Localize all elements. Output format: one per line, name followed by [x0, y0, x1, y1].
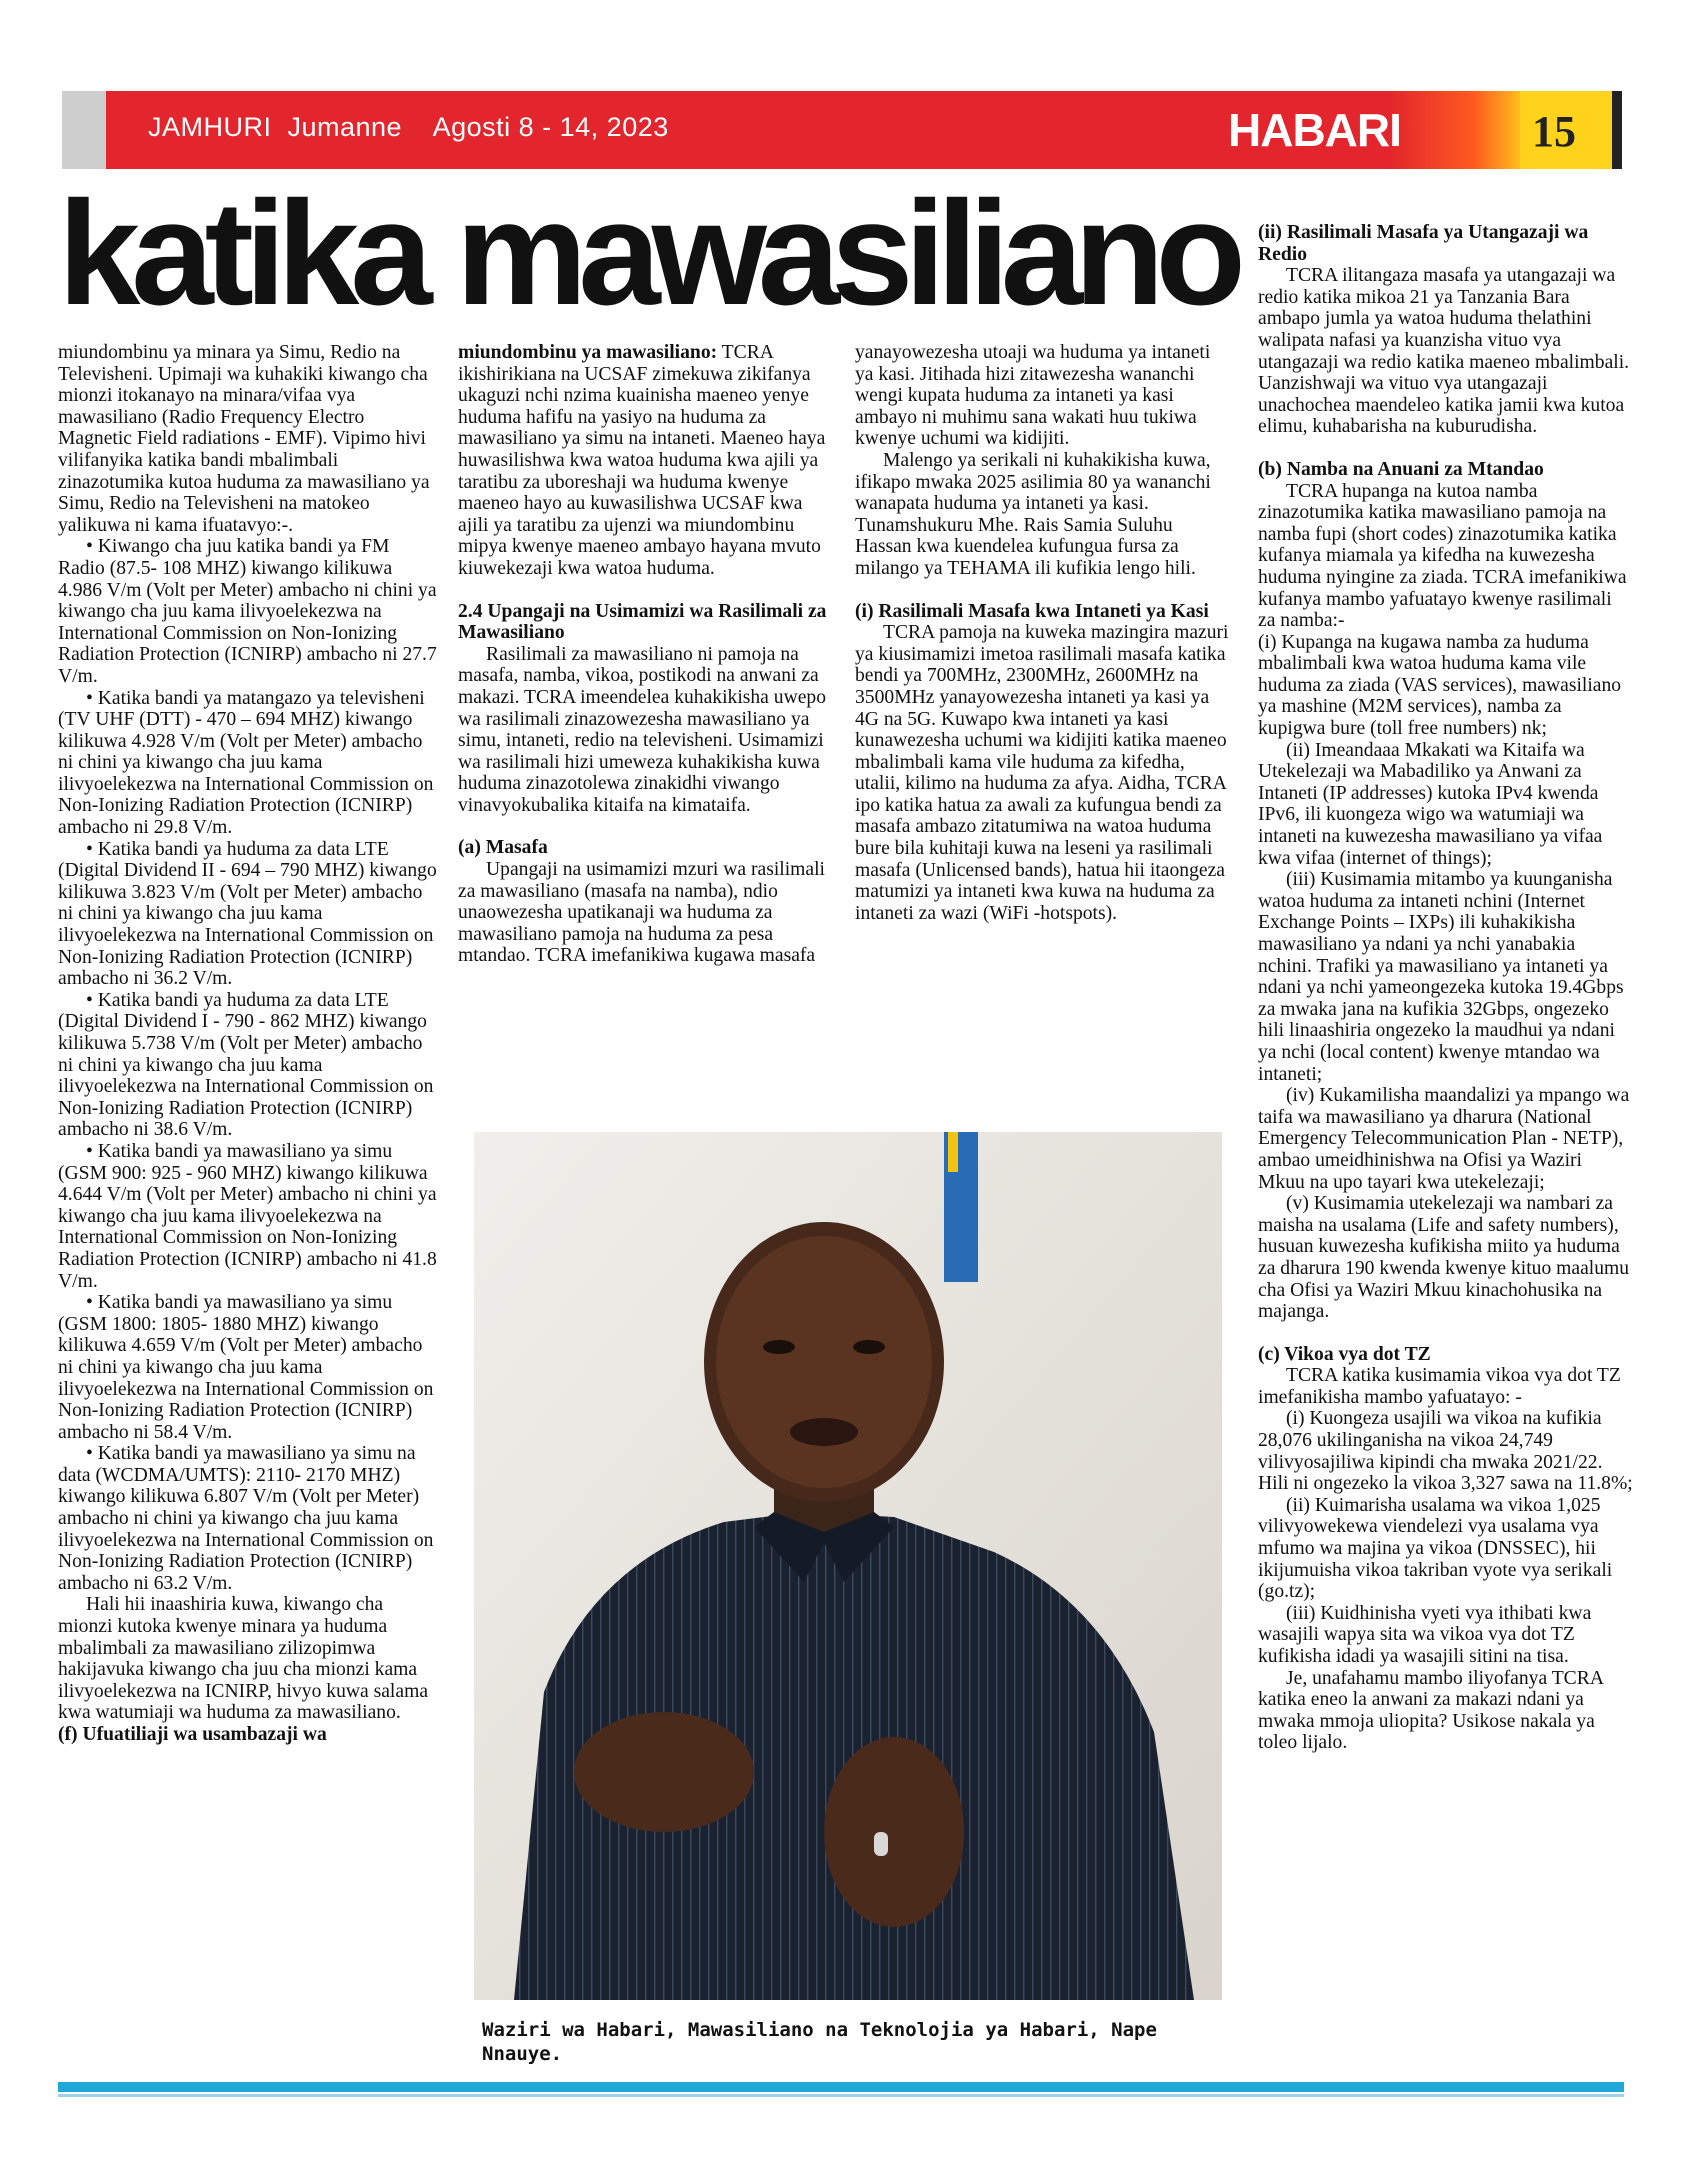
- list-item: (ii) Imeandaaa Mkakati wa Kitaifa wa Utekelezaji wa Mabadiliko ya Anwani za Intaneti (IP addresses) kutoka IPv4 kwenda IPv6, ili kuongeza wigo wa watumiaji wa intaneti na kuwezesha mawasiliano ya vifaa kwa vifaa (internet of things);: [1258, 739, 1603, 869]
- column-2: [458, 342, 828, 967]
- subheading-b: (b) Namba na Anuani za Mtandao: [1258, 458, 1544, 480]
- list-item: (ii) Kuimarisha usalama wa vikoa 1,025 vilivyowekewa viendelezi vya usalama vya mfumo wa majina ya vikoa (DNSSEC), hii ikijumuisha vikoa takriban vyote vya serikali (go.tz);: [1258, 1494, 1613, 1603]
- list-item: (i) Kupanga na kugawa namba za huduma mbalimbali kwa watoa huduma kama vile huduma za ziada (VAS services), mawasiliano ya mashine (M2M services), namba za kupigwa bure (toll free numbers) nk;: [1258, 631, 1622, 740]
- subheading-c: (c) Vikoa vya dot TZ: [1258, 1343, 1431, 1365]
- paragraph: TCRA hupanga na kutoa namba zinazotumika katika mawasiliano pamoja na namba fupi (short codes) zinazotumika katika kufanya miamala ya kifedha na kuwezesha huduma nyingine za ziada. TCRA imefanikiwa kufanya mambo yafuatayo kwenye rasilimali za namba:-: [1258, 480, 1627, 632]
- paragraph: [458, 342, 828, 580]
- bullet-item: • Katika bandi ya huduma za data LTE (Digital Dividend II - 694 – 790 MHZ) kiwango kilikuwa 3.823 V/m (Volt per Meter) ambacho ni chini ya kiwango cha juu kama ilivyoelekezwa na International Commission on Non-Ionizing Radiation Protection (ICNIRP) ambacho ni 36.2 V/m.: [58, 838, 437, 990]
- photo-minister: [474, 1132, 1222, 2000]
- subheading-ii: (ii) Rasilimali Masafa ya Utangazaji wa Redio: [1258, 222, 1589, 265]
- masthead-date: JAMHURI Jumanne Agosti 8 - 14, 2023: [148, 112, 669, 142]
- lead-text: TCRA ikishirikiana na UCSAF zimekuwa zikifanya ukaguzi nchi nzima kuainisha maeneo yenye huduma hafifu na yasiyo na huduma za mawasiliano ya simu na intaneti. Maeneo haya huwasilishwa kwa watoa huduma kwa ajili ya taratibu za uboreshaji wa huduma kwenye maeneo hayo au kuwasilishwa UCSAF kwa ajili ya taratibu za ujenzi wa miundombinu mipya kwenye maeneo ambayo hayana mvuto kiuwekezaji kwa watoa huduma.: [458, 342, 826, 579]
- paragraph: TCRA katika kusimamia vikoa vya dot TZ imefanikisha mambo yafuatayo: -: [1258, 1365, 1621, 1408]
- photo-caption: Waziri wa Habari, Mawasiliano na Teknolojia ya Habari, Nape Nnauye.: [482, 2019, 1157, 2065]
- section-label: HABARI: [1228, 104, 1401, 156]
- list-item: (v) Kusimamia utekelezaji wa nambari za maisha na usalama (Life and safety numbers), husuan kuwezesha kufikisha miito ya huduma za dharura 190 kwenda kwenye kituo maalumu cha Ofisi ya Waziri Mkuu kinachohusika na majanga.: [1258, 1193, 1630, 1323]
- bullet-item: • Katika bandi ya matangazo ya televisheni (TV UHF (DTT) - 470 – 694 MHZ) kiwango kilikuwa 4.928 V/m (Volt per Meter) ambacho ni chini ya kiwango cha juu kama ilivyoelekezwa na International Commission on Non-Ionizing Radiation Protection (ICNIRP) ambacho ni 29.8 V/m.: [58, 687, 434, 839]
- bullet-item: • Katika bandi ya mawasiliano ya simu na data (WCDMA/UMTS): 2110- 2170 MHZ) kiwango kilikuwa 6.807 V/m (Volt per Meter) ambacho ni chini ya kiwango cha juu kama ilivyoelekezwa na International Commission on Non-Ionizing Radiation Protection (ICNIRP) ambacho ni 63.2 V/m.: [58, 1443, 434, 1594]
- subheading-i: (i) Rasilimali Masafa kwa Intaneti ya Kasi: [855, 600, 1209, 622]
- bullet-item: • Katika bandi ya huduma za data LTE (Digital Dividend I - 790 - 862 MHZ) kiwango kilikuwa 5.738 V/m (Volt per Meter) ambacho ni chini ya kiwango cha juu kama ilivyoelekezwa na International Commission on Non-Ionizing Radiation Protection (ICNIRP) ambacho ni 38.6 V/m.: [58, 989, 434, 1141]
- subheading-f: (f) Ufuatiliaji wa usambazaji wa: [58, 1724, 327, 1745]
- subheading-a: (a) Masafa: [458, 837, 548, 859]
- list-item: (i) Kuongeza usajili wa vikoa na kufikia 28,076 ukilinganisha na vikoa 24,749 vilivyosajiliwa kipindi cha mwaka 2021/22. Hili ni ongezeko la vikoa 3,327 sawa na 11.8%;: [1258, 1408, 1633, 1495]
- bullet-item: • Katika bandi ya mawasiliano ya simu (GSM 1800: 1805- 1880 MHZ) kiwango kilikuwa 4.659 V/m (Volt per Meter) ambacho ni chini ya kiwango cha juu kama ilivyoelekezwa na International Commission on Non-Ionizing Radiation Protection (ICNIRP) ambacho ni 58.4 V/m.: [58, 1292, 434, 1443]
- bullet-item: • Kiwango cha juu katika bandi ya FM Radio (87.5- 108 MHZ) kiwango kilikuwa 4.986 V/m (Volt per Meter) ambacho ni chini ya kiwango cha juu kama ilivyoelekezwa na International Commission on Non-Ionizing Radiation Protection (ICNIRP) ambacho ni 27.7 V/m.: [58, 536, 437, 687]
- column-4: [1258, 222, 1633, 1754]
- paragraph: Rasilimali za mawasiliano ni pamoja na masafa, namba, vikoa, postikodi na anwani za makazi. TCRA imeendelea kuhakikisha uwepo wa rasilimali zinazowezesha mawasiliano ya simu, intaneti, redio na televisheni. Usimamizi wa rasilimali hizi umeweza kuhakikisha kuwa huduma zinazotolewa zinakidhi viwango vinavyokubalika kitaifa na kimataifa.: [458, 643, 827, 816]
- paragraph: miundombinu ya minara ya Simu, Redio na Televisheni. Upimaji wa kuhakiki kiwango cha mionzi itokanayo na minara/vifaa vya mawasiliano (Radio Frequency Electro Magnetic Field radiations - EMF). Vipimo hivi vilifanyika katika bandi mbalimbali zinazotumika kutoa huduma za mawasiliano ya Simu, Redio na Televisheni na matokeo yalikuwa ni kama ifuatavyo:-.: [58, 342, 430, 536]
- paragraph: Upangaji na usimamizi mzuri wa rasilimali za mawasiliano (masafa na namba), ndio unaowezesha upatikanaji wa huduma za mawasiliano pamoja na huduma za pesa mtandao. TCRA imefanikiwa kugawa masafa: [458, 859, 825, 967]
- page-number: 15: [1532, 107, 1576, 156]
- column-3: [855, 342, 1230, 924]
- footer-bar: [58, 2082, 1624, 2092]
- subheading-2-4: 2.4 Upangaji na Usimamizi wa Rasilimali za Mawasiliano: [458, 600, 827, 644]
- header-grey-block: [62, 91, 106, 169]
- photo-illustration: [474, 1132, 1222, 2000]
- headline: katika mawasiliano: [58, 171, 1237, 336]
- header-edge: [1612, 91, 1622, 169]
- footer-bar-thin: [58, 2094, 1624, 2097]
- lead-bold: miundombinu ya mawasiliano:: [458, 342, 718, 363]
- list-item: (iii) Kuidhinisha vyeti vya ithibati kwa wasajili wapya sita wa vikoa vya dot TZ kufikisha idadi ya wasajili sitini na tisa.: [1258, 1602, 1592, 1667]
- bullet-item: • Katika bandi ya mawasiliano ya simu (GSM 900: 925 - 960 MHZ) kiwango kilikuwa 4.644 V/m (Volt per Meter) ambacho ni chini ya kiwango cha juu kama ilivyoelekezwa na International Commission on Non-Ionizing Radiation Protection (ICNIRP) ambacho ni 41.8 V/m.: [58, 1140, 437, 1292]
- paragraph: yanayowezesha utoaji wa huduma ya intaneti ya kasi. Jitihada hizi zitawezesha wananchi wengi kupata huduma za intaneti ya kasi ambayo ni muhimu sana wakati huu tukiwa kwenye uchumi wa kidijiti.: [855, 342, 1211, 450]
- paragraph: Malengo ya serikali ni kuhakikisha kuwa, ifikapo mwaka 2025 asilimia 80 ya wananchi wanapata huduma ya intaneti ya kasi. Tunamshukuru Mhe. Rais Samia Suluhu Hassan kwa kuendelea kufungua fursa za milango ya TEHAMA ili kufikia lengo hili.: [855, 449, 1211, 579]
- header-gradient: [1390, 91, 1530, 169]
- paragraph: TCRA ilitangaza masafa ya utangazaji wa redio katika mikoa 21 ya Tanzania Bara ambapo jumla ya watoa huduma thelathini walipata nafasi ya kuanzisha vituo vya utangazaji wa redio katika maeneo mbalimbali. Uanzishwaji wa vituo vya utangazaji unachochea maendeleo katika jamii kwa kutoa elimu, kuhabarisha na kuburudisha.: [1258, 265, 1630, 438]
- paragraph: Hali hii inaashiria kuwa, kiwango cha mionzi kutoka kwenye minara ya huduma mbalimbali za mawasiliano zilizopimwa hakijavuka kiwango cha juu cha mionzi kama ilivyoelekezwa na ICNIRP, hivyo kuwa salama kwa watumiaji wa huduma za mawasiliano.: [58, 1594, 429, 1724]
- list-item: (iii) Kusimamia mitambo ya kuunganisha watoa huduma za intaneti nchini (Internet Exchange Points – IXPs) ili kuhakikisha mawasiliano ya ndani ya nchi yanabakia nchini. Trafiki ya mawasiliano ya intaneti ya ndani ya nchi yameongezeka kutoka 19.4Gbps za mwaka jana na kufikia 32Gbps, ongezeko hili linaashiria ongezeko la maudhui ya ndani ya nchi (local content) kwenye mtandao wa intaneti;: [1258, 869, 1624, 1085]
- list-item: (iv) Kukamilisha maandalizi ya mpango wa taifa wa mawasiliano ya dharura (National Emergency Telecommunication Plan - NETP), ambao umeidhinishwa na Ofisi ya Waziri Mkuu na upo tayari kwa utekelezaji;: [1258, 1085, 1630, 1193]
- column-1: [58, 342, 438, 1746]
- paragraph: Je, unafahamu mambo iliyofanya TCRA katika eneo la anwani za makazi ndani ya mwaka mmoja uliopita? Usikose nakala ya toleo lijalo.: [1258, 1667, 1603, 1754]
- paragraph: TCRA pamoja na kuweka mazingira mazuri ya kiusimamizi imetoa rasilimali masafa katika bendi ya 700MHz, 2300MHz, 2600MHz na 3500MHz yanayowezesha intaneti ya kasi ya 4G na 5G. Kuwapo kwa intaneti ya kasi kunawezesha uchumi wa kidijiti katika maeneo mbalimbali kama vile huduma za kifedha, utalii, kilimo na huduma za afya. Aidha, TCRA ipo katika hatua za awali za kufungua bendi za masafa ambazo zitatumiwa na watoa huduma bure bila kuhitaji kuwa na leseni ya rasilimali masafa (Unlicensed bands), hatua hii itaongeza matumizi ya intaneti kwa kuwa na huduma za intaneti za wazi (WiFi -hotspots).: [855, 622, 1229, 924]
